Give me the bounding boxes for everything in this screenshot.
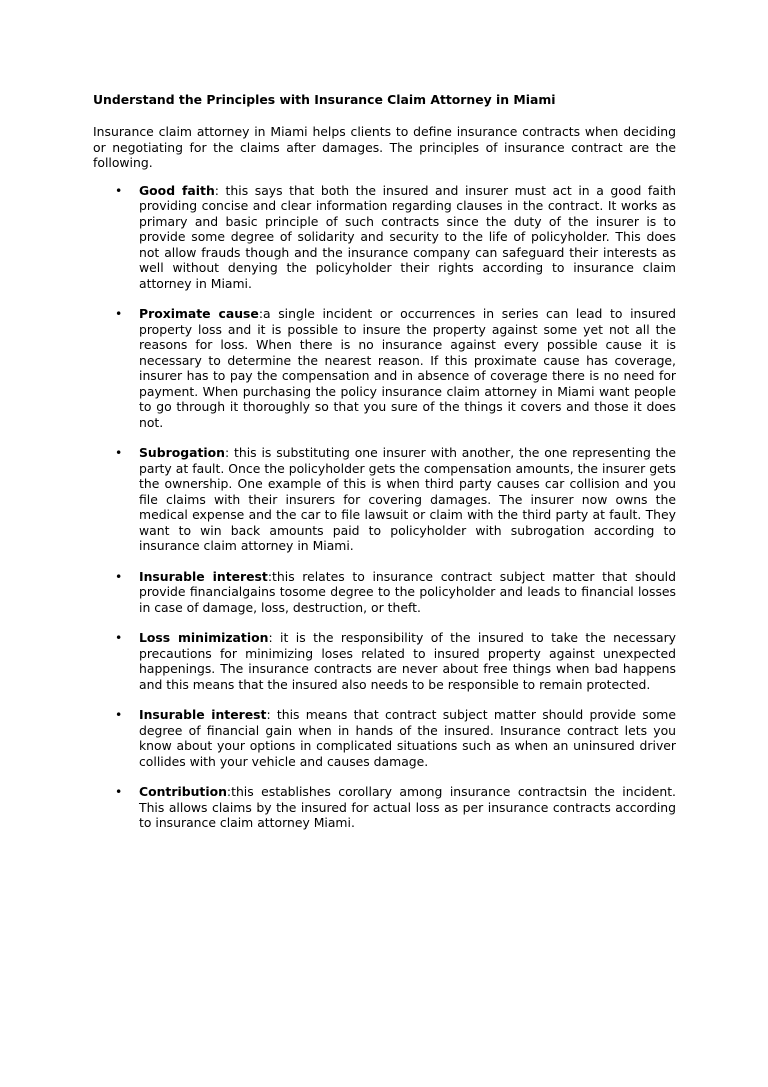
term-description: : it is the responsibility of the insured to take the necessary precautions for minimizing loses related to insured property against unexpected happenings. The insurance contracts are never about free things when bad happens and this means that the insured also needs to be responsible to remain protected. bbox=[139, 630, 676, 692]
list-item-contribution bbox=[93, 784, 676, 831]
term-label: Insurable interest bbox=[139, 568, 268, 584]
document-title: Understand the Principles with Insurance Claim Attorney in Miami bbox=[93, 92, 556, 107]
principles-list bbox=[93, 183, 676, 831]
term-description: :this establishes corollary among insurance contractsin the incident. This allows claims by the insured for actual loss as per insurance contracts according to insurance claim attorney Miami. bbox=[139, 784, 676, 830]
term-label: Good faith bbox=[139, 182, 215, 198]
term-description: : this says that both the insured and insurer must act in a good faith providing concise and clear information regarding clauses in the contract. It works as primary and basic principle of such contracts since the duty of the insurer is to provide some degree of solidarity and security to the life of policyholder. This does not allow frauds though and the insurance company can safeguard their interests as well without denying the policyholder their rights according to insurance claim attorney in Miami. bbox=[139, 182, 676, 291]
term-description: :a single incident or occurrences in series can lead to insured property loss and it is possible to insure the property against some yet not all the reasons for loss. When there is no insurance against every possible cause it is necessary to determine the nearest reason. If this proximate cause has coverage, insurer has to pay the compensation and in absence of coverage there is no need for payment. When purchasing the policy insurance claim attorney in Miami want people to go through it thoroughly so that you sure of the things it covers and those it does not. bbox=[139, 306, 676, 430]
bullet-icon: • bbox=[115, 707, 123, 722]
term-label: Contribution bbox=[139, 784, 227, 799]
list-item-loss-minimization bbox=[93, 630, 676, 692]
term-description: : this means that contract subject matter should provide some degree of financial gain when in hands of the insured. Insurance contract lets you know about your options in complicated situations such as when an uninsured driver collides with your vehicle and causes damage. bbox=[139, 707, 676, 769]
list-item-insurable-interest-2 bbox=[93, 707, 676, 769]
list-item-proximate-cause bbox=[93, 306, 676, 430]
term-description: : this is substituting one insurer with another, the one representing the party at fault. Once the policyholder gets the compensation amounts, the insurer gets the ownership. One example of this is when third party causes car collision and you file claims with their insurers for covering damages. The insurer now owns the medical expense and the car to file lawsuit or claim with the third party at fault. They want to win back amounts paid to policyholder with subrogation according to insurance claim attorney in Miami. bbox=[139, 445, 676, 553]
intro-paragraph: Insurance claim attorney in Miami helps clients to define insurance contracts when deciding or negotiating for the claims after damages. The principles of insurance contract are the following. bbox=[93, 124, 676, 170]
bullet-icon: • bbox=[115, 630, 123, 645]
bullet-icon: • bbox=[115, 445, 123, 460]
term-label: Subrogation bbox=[139, 445, 225, 460]
term-description: :this relates to insurance contract subject matter that should provide financialgains tosome degree to the policyholder and leads to financial losses in case of damage, loss, destruction, or theft. bbox=[139, 568, 676, 615]
bullet-icon: • bbox=[115, 306, 123, 321]
term-label: Proximate cause bbox=[139, 306, 259, 321]
term-label: Loss minimization bbox=[139, 630, 269, 645]
bullet-icon: • bbox=[115, 182, 123, 198]
list-item-insurable-interest bbox=[93, 569, 676, 616]
bullet-icon: • bbox=[115, 784, 123, 799]
list-item-good-faith bbox=[93, 183, 676, 292]
bullet-icon: • bbox=[115, 568, 123, 584]
list-item-subrogation bbox=[93, 445, 676, 554]
term-label: Insurable interest bbox=[139, 707, 267, 722]
document-page bbox=[93, 92, 676, 831]
